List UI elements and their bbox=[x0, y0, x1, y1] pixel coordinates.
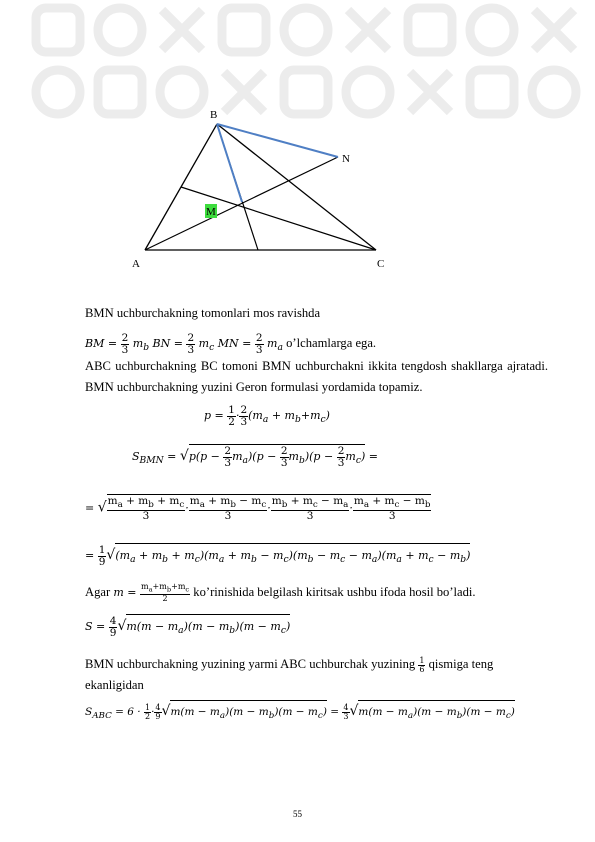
segment-bn bbox=[217, 124, 338, 157]
side-bc bbox=[217, 124, 376, 250]
triangle-figure bbox=[120, 100, 410, 275]
side-lengths-line bbox=[85, 333, 376, 358]
paragraph-2 bbox=[85, 654, 548, 696]
formula-p: p = $\frac{1}{2}$ · $\frac{2}{3}$ $(m_a + m_b+m_c)$ bbox=[204, 404, 330, 428]
one-sixth-fraction: $\frac{1}{6}$ bbox=[419, 655, 425, 674]
side-lengths-formula: BM = $\frac{2}{3}$ $m_b$ BN = $\frac{2}{3}$ $m_c$ MN = $\frac{2}{3}$ $m_a$ bbox=[85, 332, 283, 356]
formula-expanded: = √ $\frac{m_a + m_b + m_c}{3}$ · $\frac{m_a + m_b - m_c}{3}$ · $\frac{m_b + m_c - m_a}{3}$ · $\frac{m_a + m_c - m_b}{3}$ bbox=[85, 495, 431, 522]
para2-part-b: qismiga teng bbox=[428, 657, 494, 671]
label-a: A bbox=[132, 258, 140, 270]
para2-part-c: ekanligidan bbox=[85, 678, 144, 692]
agar-line bbox=[85, 582, 476, 603]
formula-s-abc: $S_{ABC} = 6$ · $\frac{1}{2}$ · $\frac{4}{9}$ $√m(m - m_a)(m - m_b)(m - m_c)$ = $\frac{4}{3}$ $√m(m - m_a)(m - m_b)(m - m_c)$ bbox=[85, 700, 515, 727]
median-a bbox=[145, 157, 338, 250]
m-definition: m = $\frac{m_a+m_b+m_c}{2}$ bbox=[113, 582, 190, 603]
label-m: M bbox=[206, 206, 216, 218]
page-number: 55 bbox=[293, 809, 302, 819]
formula-s: S = $\frac{4}{9}$ $√m(m - m_a)(m - m_b)(m - m_c)$ bbox=[85, 614, 290, 641]
intro-line: BMN uchburchakning tomonlari mos ravishda bbox=[85, 306, 321, 320]
agar-suffix: ko’rinishida belgilash kiritsak ushbu ifoda hosil bo’ladi. bbox=[193, 585, 476, 599]
label-c: C bbox=[377, 258, 385, 270]
para2-part-a: BMN uchburchakning yuzining yarmi ABC uchburchak yuzining bbox=[85, 657, 416, 671]
agar-prefix: Agar bbox=[85, 585, 111, 599]
paragraph-1: ABC uchburchakning BC tomoni BMN uchburchakni ikkita tengdosh shakllarga ajratadi. BMN uchburchakning yuzini Geron formulasi yordamida topamiz. bbox=[85, 359, 548, 394]
formula-simplified: = $\frac{1}{9}$ $√(m_a + m_b + m_c)(m_a + m_b - m_c)(m_b - m_c - m_a)(m_a + m_c - m_b)$ bbox=[85, 543, 470, 570]
label-n: N bbox=[342, 153, 350, 165]
label-b: B bbox=[210, 109, 218, 121]
segment-bm bbox=[217, 124, 242, 202]
formula-s-bmn: $S_{BMN} = √p(p$ − $\frac{2}{3}$ $m_a)(p$ − $\frac{2}{3}$ $m_b)(p$ − $\frac{2}{3}$ $m_c$) = bbox=[132, 444, 378, 471]
side-lengths-suffix: o’lchamlarga ega. bbox=[286, 336, 377, 350]
